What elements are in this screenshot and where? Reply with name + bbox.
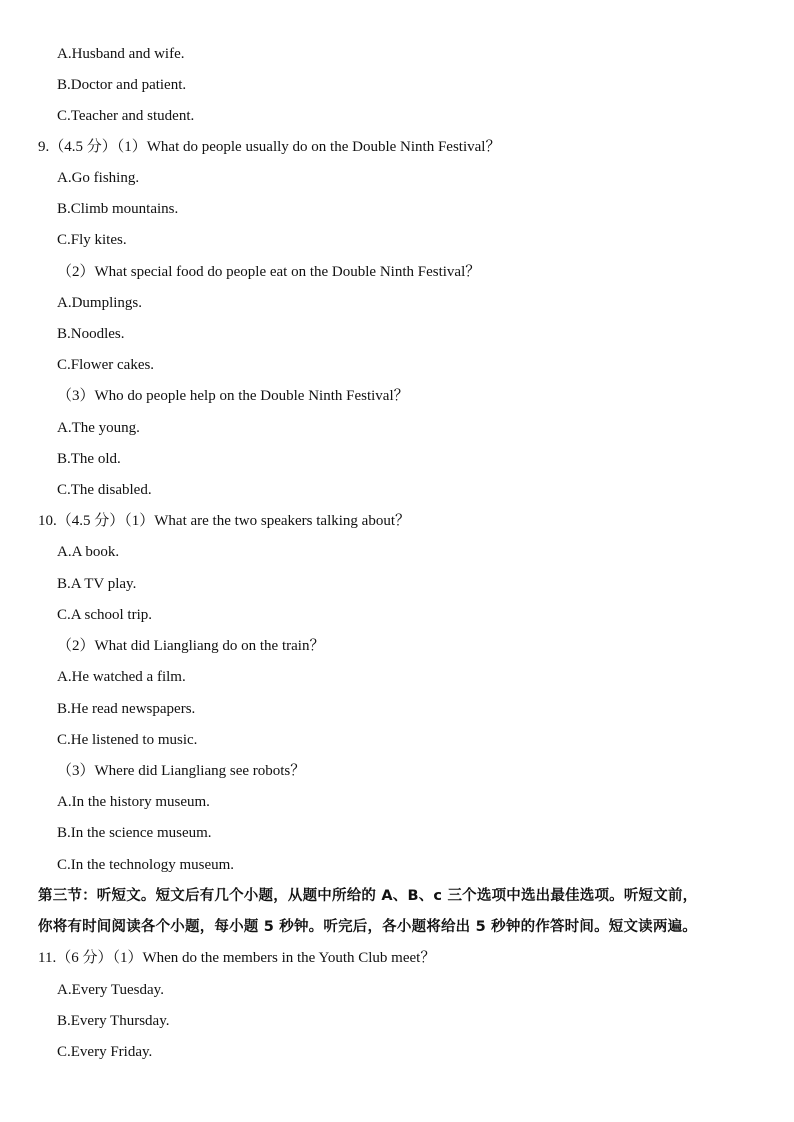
option-10-2c: C.He listened to music. bbox=[57, 732, 198, 748]
option-8c: C.Teacher and student. bbox=[57, 108, 195, 124]
option-9-1c: C.Fly kites. bbox=[57, 232, 127, 248]
question-9-1: 9.（4.5 分）（1）What do people usually do on the Double Ninth Festival？ bbox=[38, 139, 501, 155]
option-10-1b: B.A TV play. bbox=[57, 576, 137, 592]
option-10-1a: A.A book. bbox=[57, 544, 120, 560]
option-10-1c: C.A school trip. bbox=[57, 607, 153, 623]
option-10-3c: C.In the technology museum. bbox=[57, 857, 235, 873]
option-11-1a: A.Every Tuesday. bbox=[57, 982, 164, 998]
question-10-1: 10.（4.5 分）（1）What are the two speakers talking about？ bbox=[38, 513, 410, 529]
question-11-1: 11.（6 分）（1）When do the members in the Youth Club meet？ bbox=[38, 950, 436, 966]
section-3-instructions-line1: 第三节：听短文。短文后有几个小题，从题中所给的 A、B、c 三个选项中选出最佳选项。听短文前， bbox=[38, 888, 698, 904]
section-3-instructions-line2: 你将有时间阅读各个小题，每小题 5 秒钟。听完后，各小题将给出 5 秒钟的作答时间。短文读两遍。 bbox=[38, 919, 697, 935]
question-10-2: （2）What did Liangliang do on the train？ bbox=[57, 638, 325, 654]
option-10-3a: A.In the history museum. bbox=[57, 794, 210, 810]
question-9-3: （3）Who do people help on the Double Ninth Festival？ bbox=[57, 388, 409, 404]
option-8a: A.Husband and wife. bbox=[57, 46, 185, 62]
option-9-2c: C.Flower cakes. bbox=[57, 357, 155, 373]
option-9-3c: C.The disabled. bbox=[57, 482, 152, 498]
option-9-3b: B.The old. bbox=[57, 451, 121, 467]
option-9-1b: B.Climb mountains. bbox=[57, 201, 179, 217]
option-11-1b: B.Every Thursday. bbox=[57, 1013, 170, 1029]
option-9-2a: A.Dumplings. bbox=[57, 295, 143, 311]
option-9-3a: A.The young. bbox=[57, 420, 140, 436]
option-10-2a: A.He watched a film. bbox=[57, 669, 186, 685]
question-10-3: （3）Where did Liangliang see robots？ bbox=[57, 763, 306, 779]
question-9-2: （2）What special food do people eat on the Double Ninth Festival？ bbox=[57, 264, 481, 280]
option-10-2b: B.He read newspapers. bbox=[57, 701, 196, 717]
option-8b: B.Doctor and patient. bbox=[57, 77, 187, 93]
option-11-1c: C.Every Friday. bbox=[57, 1044, 153, 1060]
option-9-2b: B.Noodles. bbox=[57, 326, 125, 342]
option-9-1a: A.Go fishing. bbox=[57, 170, 140, 186]
option-10-3b: B.In the science museum. bbox=[57, 825, 212, 841]
